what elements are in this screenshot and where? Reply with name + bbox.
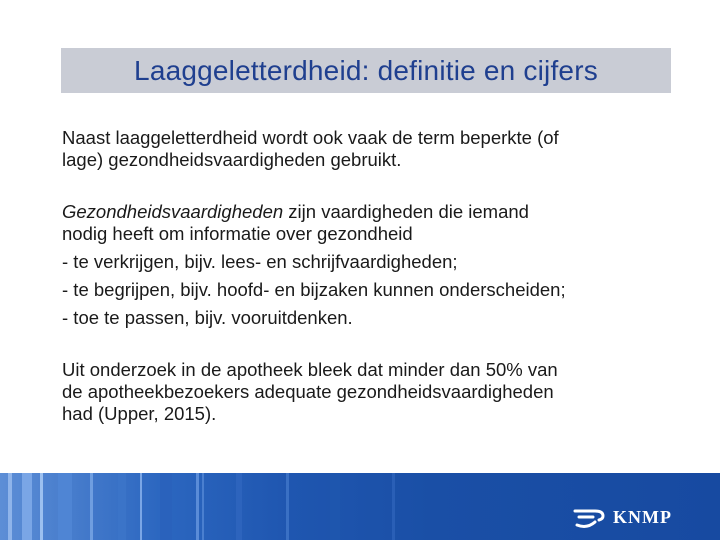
bullet-item: - toe te passen, bijv. vooruitdenken. (62, 307, 353, 328)
defined-term: Gezondheidsvaardigheden (62, 201, 284, 222)
decorative-stripe (58, 473, 72, 540)
decorative-stripe (236, 473, 242, 540)
paragraph-definition (62, 201, 682, 329)
slide-body (62, 127, 682, 425)
decorative-stripe (202, 473, 204, 540)
bullet-item: - te verkrijgen, bijv. lees- en schrijfvaardigheden; (62, 251, 458, 272)
knmp-swoosh-icon (573, 505, 607, 529)
decorative-stripe (118, 473, 126, 540)
decorative-stripe (196, 473, 199, 540)
slide-title-bar (61, 48, 671, 93)
decorative-stripe (160, 473, 172, 540)
text-fragment: zijn vaardigheden die iemand (283, 201, 529, 222)
paragraph-research (62, 359, 682, 425)
knmp-logo (573, 505, 672, 529)
text-line: Naast laaggeletterdheid wordt ook vaak de term beperkte (of (62, 127, 559, 148)
bullet-item: - te begrijpen, bijv. hoofd- en bijzaken kunnen onderscheiden; (62, 279, 566, 300)
text-line: Uit onderzoek in de apotheek bleek dat minder dan 50% van (62, 359, 558, 380)
decorative-stripe (8, 473, 12, 540)
decorative-stripe (40, 473, 43, 540)
text-line: nodig heeft om informatie over gezondheid (62, 223, 413, 244)
text-line: lage) gezondheidsvaardigheden gebruikt. (62, 149, 402, 170)
slide-title: Laaggeletterdheid: definitie en cijfers (134, 54, 598, 86)
decorative-stripe (22, 473, 32, 540)
logo-text: KNMP (613, 506, 672, 527)
decorative-stripe (140, 473, 142, 540)
decorative-stripe (286, 473, 289, 540)
paragraph-intro (62, 127, 682, 171)
decorative-stripe (330, 473, 340, 540)
text-line: de apotheekbezoekers adequate gezondheidsvaardigheden (62, 381, 554, 402)
decorative-stripe (90, 473, 93, 540)
text-line (62, 201, 682, 223)
text-line: had (Upper, 2015). (62, 403, 217, 424)
decorative-stripe (392, 473, 395, 540)
